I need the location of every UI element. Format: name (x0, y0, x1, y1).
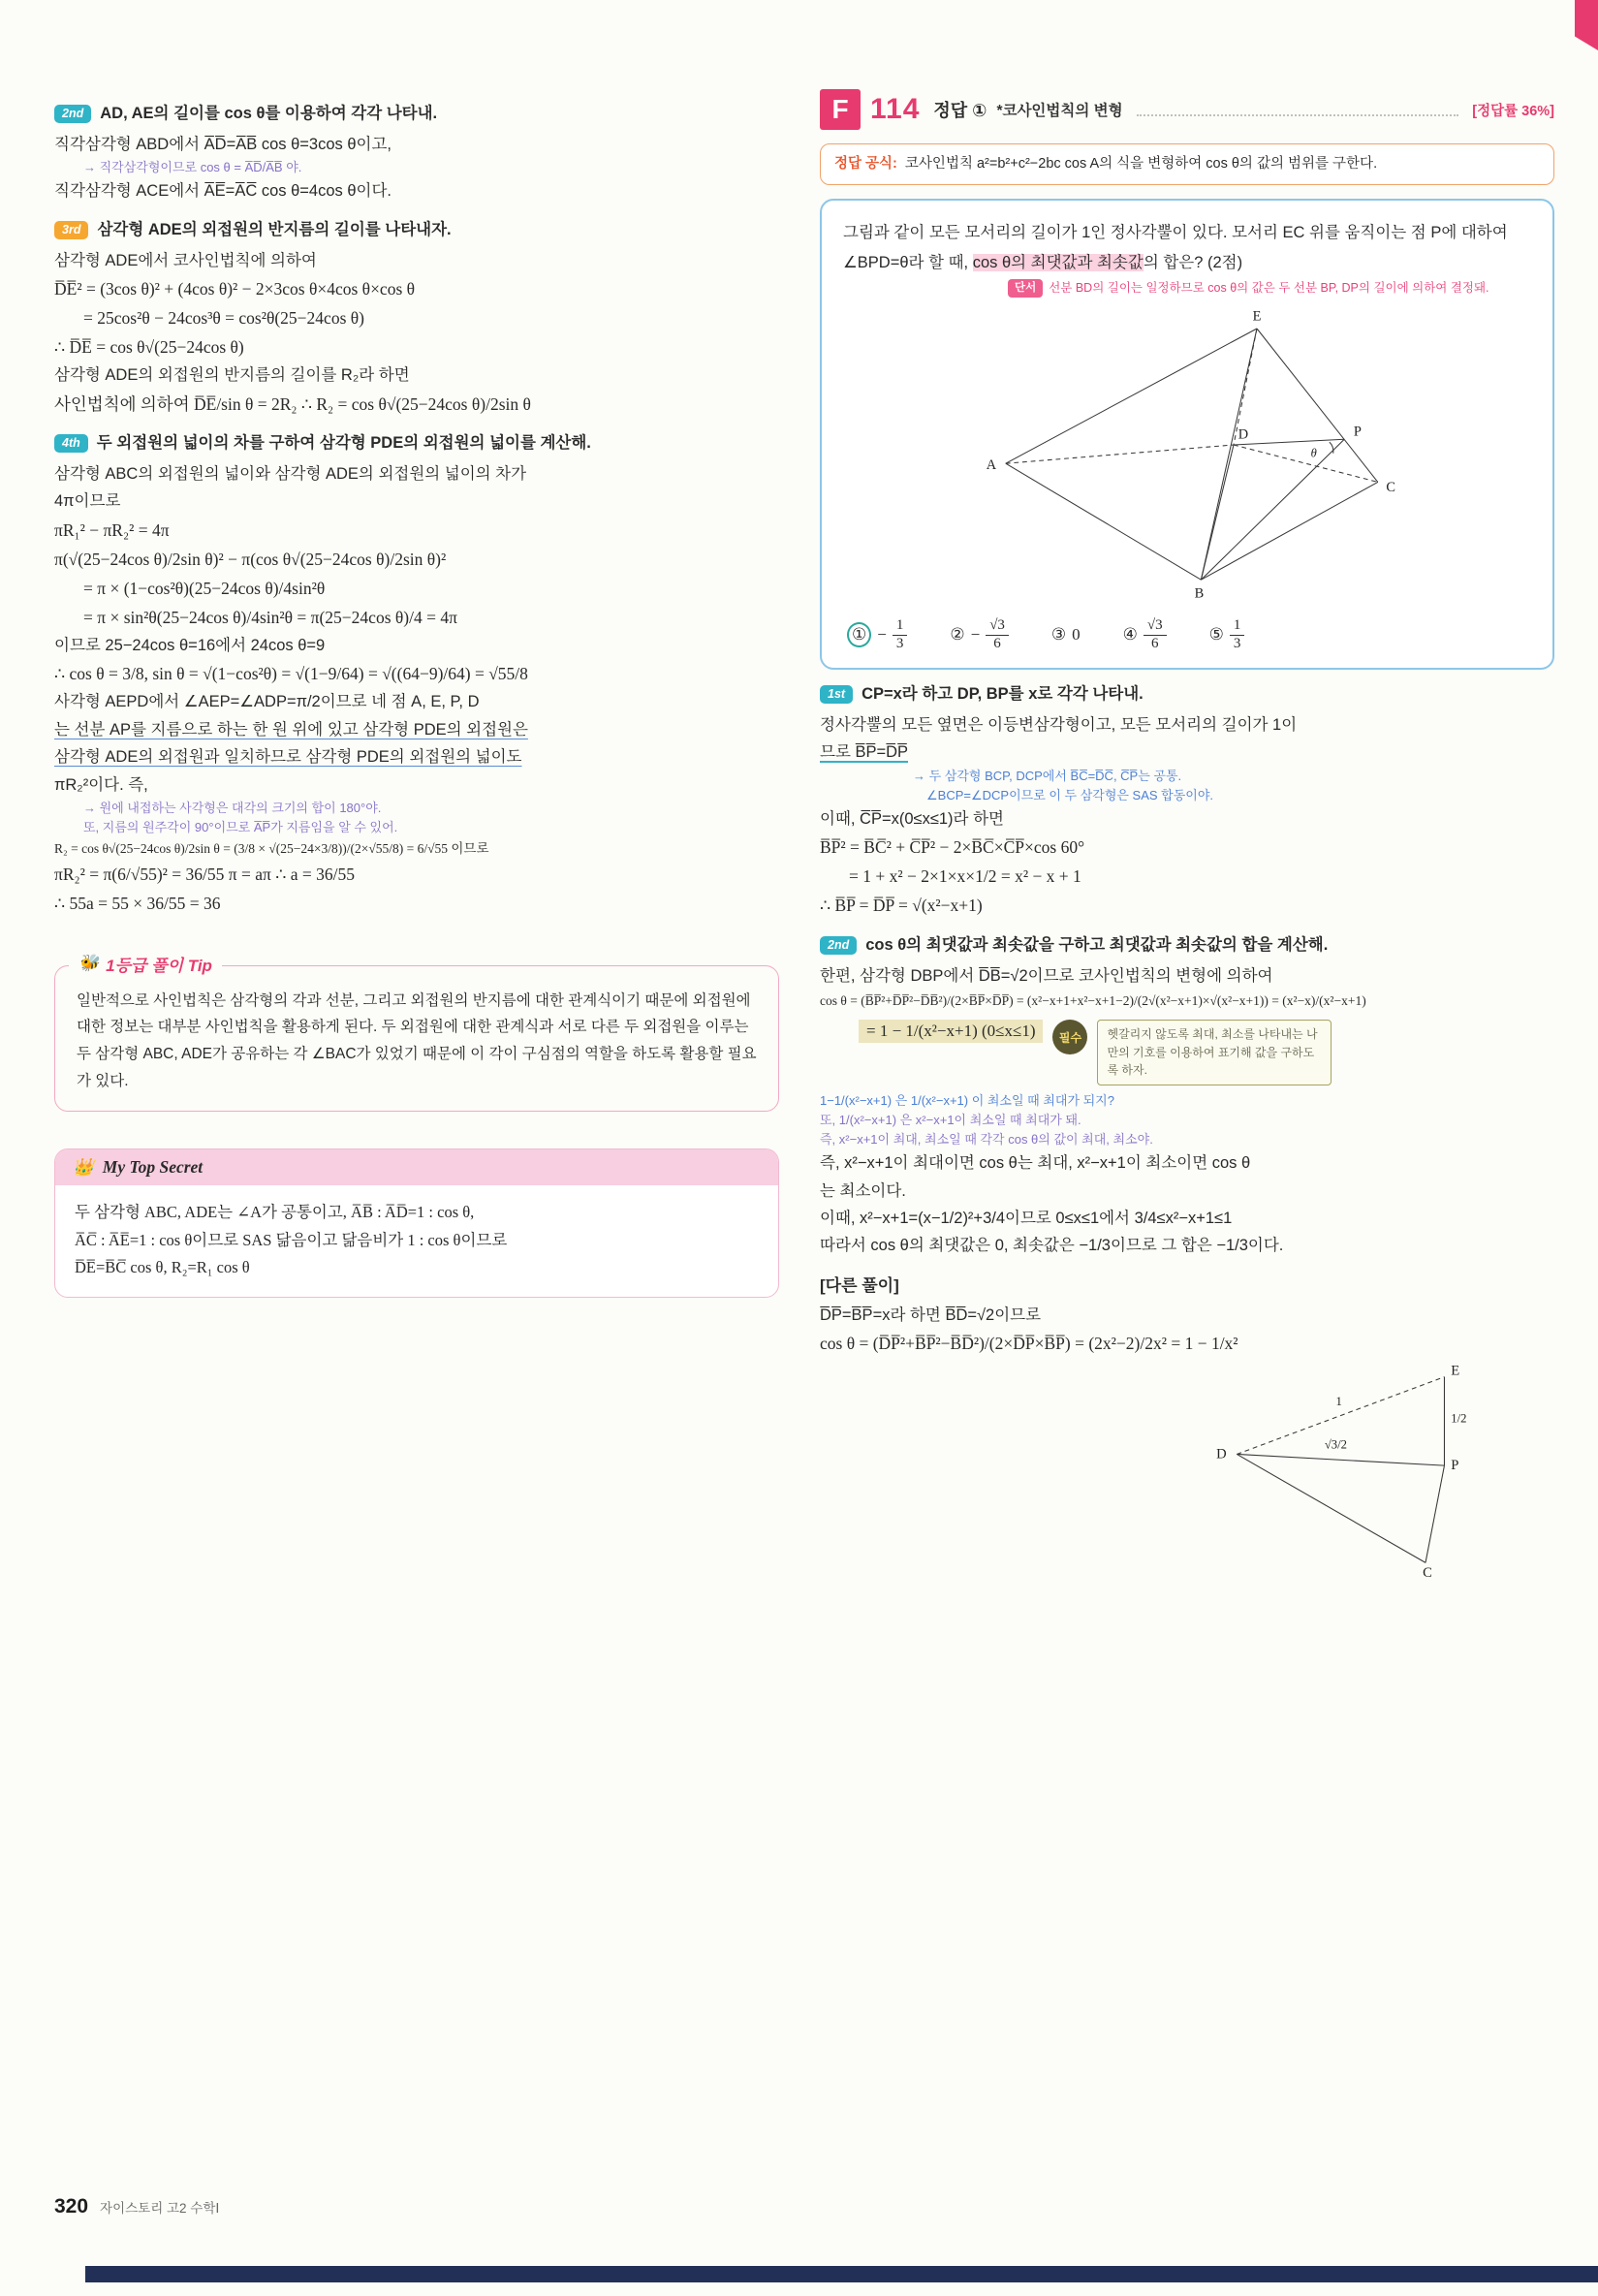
text-line: 이므로 25−24cos θ=16에서 24cos θ=9 (54, 636, 326, 654)
step-head (54, 432, 779, 456)
hint-badge: 단서 (1008, 279, 1043, 298)
step-title: AD, AE의 길이를 cos θ를 이용하여 각각 나타내. (100, 105, 438, 122)
text-line: ∠BCP=∠DCP이므로 이 두 삼각형은 SAS 합동이야. (926, 787, 1214, 802)
text-line: 또, 지름의 원주각이 90°이므로 A̅P̅가 지름임을 알 수 있어. (83, 820, 398, 835)
book-title: 자이스토리 고2 수학Ⅰ (100, 2201, 220, 2216)
step-lines (820, 962, 1554, 1013)
angle-theta-label: θ (1310, 446, 1317, 460)
formula-box-text: 코사인법칙 a²=b²+c²−2bc cos A의 식을 변형하여 cos θ의 값의 범위를 구한다. (904, 156, 1378, 172)
text-line: 즉, x²−x+1이 최대이면 cos θ는 최대, x²−x+1이 최소이면 cos θ (820, 1154, 1251, 1173)
step-lines (54, 131, 779, 205)
fraction-denominator: 3 (1233, 635, 1241, 651)
solution-step-1st (820, 683, 1554, 921)
fraction-numerator: 1 (1230, 617, 1245, 635)
text-line: 는 최소이다. (820, 1181, 906, 1200)
highlighted-formula-row (820, 1020, 1554, 1085)
text-line: ∴ 55a = 55 × 36/55 = 36 (54, 894, 221, 914)
text-line: 삼각형 ABC의 외접원의 넓이와 삼각형 ADE의 외접원의 넓이의 차가 (54, 464, 527, 483)
vertex-label-b: B (1194, 585, 1205, 602)
text-line: → 직각삼각형이므로 cos θ = A̅D̅/A̅B̅ 야. (83, 160, 302, 175)
step-lines (54, 460, 779, 919)
secret-box-header (55, 1149, 778, 1185)
topic-label: *코사인법칙의 변형 (996, 103, 1123, 119)
step-head (820, 934, 1554, 958)
text-line: A̅C̅ : A̅E̅=1 : cos θ이므로 SAS 닮음이고 닮음비가 1 : cos θ이므로 (75, 1230, 508, 1249)
problem-header (820, 89, 1554, 130)
tip-box-title (69, 952, 222, 976)
text-line: = π × (1−cos²θ)(25−24cos θ)/4sin²θ (83, 578, 326, 598)
page-footer (54, 2195, 219, 2218)
vertex-label-p: P (1451, 1458, 1459, 1474)
text-line: 즉, x²−x+1이 최대, 최소일 때 각각 cos θ의 값이 최대, 최소야. (820, 1132, 1153, 1148)
text-line: 삼각형 ADE의 외접원의 반지름의 길이를 R₂라 하면 (54, 366, 410, 385)
step-title: CP=x라 하고 DP, BP를 x로 각각 나타내. (862, 684, 1144, 703)
statement-part: 의 합은? (2점) (1143, 253, 1243, 271)
fraction-numerator: 1 (893, 617, 908, 635)
choice-2-fraction (986, 617, 1009, 652)
solution-step-2nd (54, 103, 779, 205)
step-title: 두 외접원의 넓이의 차를 구하여 삼각형 PDE의 외접원의 넓이를 계산해. (96, 433, 591, 452)
text-line: B̅P̅² = B̅C̅² + C̅P̅² − 2×B̅C̅×C̅P̅×cos 60° (820, 837, 1085, 858)
must-know-badge: 필수 (1052, 1020, 1087, 1054)
problem-letter-badge: F (820, 89, 861, 130)
vertex-label-a: A (986, 457, 997, 474)
text-line: 직각삼각형 ABD에서 A̅D̅=A̅B̅ cos θ=3cos θ이고, (54, 135, 392, 153)
vertex-label-e: E (1252, 308, 1262, 325)
step-head (820, 683, 1554, 707)
choice-2-sign: − (970, 625, 981, 645)
page-number: 320 (54, 2195, 89, 2217)
text-line: 이때, C̅P̅=x(0≤x≤1)라 하면 (820, 809, 1004, 828)
text-line: π(√(25−24cos θ)/2sin θ)² − π(cos θ√(25−24cos θ)/2sin θ)² (54, 549, 447, 569)
text-line: πR₂²이다. 즉, (54, 775, 148, 794)
correct-rate: [정답률 36%] (1472, 103, 1554, 119)
bottom-bar (85, 2266, 1598, 2282)
choice-3-value: 0 (1072, 625, 1081, 645)
edge-length-half: 1/2 (1451, 1411, 1467, 1426)
text-line: 삼각형 ADE의 외접원과 일치하므로 삼각형 PDE의 외접원의 넓이도 (54, 748, 522, 767)
choice-2-number: ② (950, 625, 965, 645)
text-line: cos θ = (B̅P̅²+D̅P̅²−D̅B̅²)/(2×B̅P̅×D̅P̅) = (x²−x+1+x²−x+1−2)/(2√(x²−x+1)×√(x²−x+1)) = (x²−x)/(x²−x+1) (820, 992, 1366, 1008)
answer-label: 정답 ① (933, 101, 987, 120)
problem-number: 114 (870, 93, 921, 125)
choice-4-number: ④ (1122, 625, 1138, 645)
step-lines (820, 711, 1554, 921)
my-top-secret-box (54, 1148, 779, 1298)
step-lines (54, 247, 779, 419)
text-line: = π × sin²θ(25−24cos θ)/4sin²θ = π(25−24cos θ)/4 = 4π (83, 607, 457, 627)
fraction-denominator: 3 (895, 635, 904, 651)
text-line: R₂ = cos θ√(25−24cos θ)/2sin θ = (3/8 × √(25−24×3/8))/(2×√55/8) = 6/√55 이므로 (54, 841, 489, 857)
alternative-solution-header: [다른 풀이] (820, 1275, 899, 1295)
step-badge-2nd: 2nd (820, 936, 857, 955)
tip-box (54, 954, 779, 1113)
alt-lines (820, 1302, 1554, 1358)
choice-4 (1123, 617, 1167, 652)
vertex-label-e: E (1451, 1363, 1460, 1379)
text-line: 한편, 삼각형 DBP에서 D̅B̅=√2이므로 코사인법칙의 변형에 의하여 (820, 966, 1273, 985)
text-line: 사각형 AEPD에서 ∠AEP=∠ADP=π/2이므로 네 점 A, E, P, D (54, 693, 480, 711)
alternative-solution (820, 1272, 1554, 1582)
fraction-numerator: √3 (986, 617, 1009, 635)
step-head (54, 103, 779, 126)
text-line: ∴ cos θ = 3/8, sin θ = √(1−cos²θ) = √(1−9/64) = √((64−9)/64) = √55/8 (54, 664, 528, 684)
secret-box-body (55, 1185, 778, 1297)
highlighted-formula: = 1 − 1/(x²−x+1) (0≤x≤1) (859, 1020, 1043, 1043)
answer-choices (843, 617, 1531, 652)
vertex-label-d: D (1216, 1446, 1227, 1463)
step-badge-1st: 1st (820, 685, 853, 704)
step-lines (820, 1091, 1554, 1260)
step-badge-3rd: 3rd (54, 221, 88, 239)
text-line: 이때, x²−x+1=(x−1/2)²+3/4이므로 0≤x≤1에서 3/4≤x²−x+1≤1 (820, 1210, 1233, 1228)
hint-text: 선분 BD의 길이는 일정하므로 cos θ의 값은 두 선분 BP, DP의 길이에 의하여 결정돼. (1049, 281, 1489, 296)
dotted-leader (1137, 104, 1459, 116)
problem-box (820, 199, 1554, 670)
text-line: cos θ = (D̅P̅²+B̅P̅²−B̅D̅²)/(2×D̅P̅×B̅P̅) = (2x²−2)/2x² = 1 − 1/x² (820, 1334, 1238, 1354)
text-line: 4π이므로 (54, 492, 121, 511)
fraction-denominator: 6 (993, 635, 1001, 651)
text-line: D̅E̅=B̅C̅ cos θ, R₂=R₁ cos θ (75, 1257, 250, 1276)
step-badge-2nd: 2nd (54, 105, 91, 123)
text-line: 따라서 cos θ의 최댓값은 0, 최솟값은 −1/3이므로 그 합은 −1/3이다. (820, 1237, 1284, 1255)
text-line: → 두 삼각형 BCP, DCP에서 B̅C̅=D̅C̅, C̅P̅는 공통. (913, 768, 1182, 783)
tip-title-text: 1등급 풀이 Tip (106, 956, 212, 975)
text-line: → 원에 내접하는 사각형은 대각의 크기의 합이 180°야. (83, 800, 382, 815)
text-line: ∴ B̅P̅ = D̅P̅ = √(x²−x+1) (820, 896, 983, 916)
text-line: πR₁² − πR₂² = 4π (54, 519, 170, 540)
side-note: 헷갈리지 않도록 최대, 최소를 나타내는 나만의 기호를 이용하여 표기해 값을 구하도록 하자. (1097, 1020, 1332, 1085)
choice-1 (847, 617, 907, 652)
statement-part: 그림과 같이 모든 모서리의 길이가 1인 정사각뿔이 있다. 모서리 EC 위를 움직이는 점 P에 대하여 ∠BPD=θ라 할 때, (843, 224, 1508, 271)
vertex-label-p: P (1353, 424, 1362, 440)
choice-1-fraction (893, 617, 908, 652)
left-column (54, 89, 779, 1582)
solution-step-4th (54, 432, 779, 919)
choice-1-number: ① (847, 622, 871, 647)
triangle-figure (1213, 1360, 1496, 1582)
problem-statement (843, 218, 1531, 277)
figure-labels (1216, 1364, 1466, 1581)
figure-vertex-labels (987, 309, 1395, 602)
choice-5-fraction (1230, 617, 1245, 652)
text-line: πR₂² = π(6/√55)² = 36/55 π = aπ ∴ a = 36/55 (54, 865, 355, 885)
text-line: 므로 B̅P̅=D̅P̅ (820, 743, 909, 762)
choice-4-fraction (1144, 617, 1167, 652)
bee-icon: 🐝 (78, 954, 100, 973)
text-line: = 1 + x² − 2×1×x×1/2 = x² − x + 1 (849, 866, 1081, 887)
text-line: 사인법칙에 의하여 D̅E̅/sin θ = 2R₂ ∴ R₂ = cos θ√(25−24cos θ)/2sin θ (54, 393, 531, 414)
text-line: 또, 1/(x²−x+1) 은 x²−x+1이 최소일 때 최대가 돼. (820, 1113, 1081, 1128)
text-line: 삼각형 ADE에서 코사인법칙에 의하여 (54, 251, 317, 269)
step-title: 삼각형 ADE의 외접원의 반지름의 길이를 나타내자. (97, 220, 452, 238)
vertex-label-d: D (1238, 426, 1249, 443)
fraction-numerator: √3 (1144, 617, 1167, 635)
fraction-denominator: 6 (1151, 635, 1159, 651)
text-line: 1−1/(x²−x+1) 은 1/(x²−x+1) 이 최소일 때 최대가 되지? (820, 1092, 1114, 1108)
edge-length-sqrt3-over-2: √3/2 (1324, 1437, 1347, 1452)
vertex-label-c: C (1423, 1565, 1432, 1582)
edge-length-1: 1 (1335, 1395, 1342, 1409)
text-line: D̅E̅² = (3cos θ)² + (4cos θ)² − 2×3cos θ×4cos θ×cos θ (54, 279, 416, 299)
answer-formula-box (820, 143, 1554, 185)
choice-1-sign: − (877, 625, 887, 645)
choice-5 (1209, 617, 1245, 652)
right-column (820, 89, 1554, 1582)
choice-5-number: ⑤ (1208, 625, 1224, 645)
choice-3-number: ③ (1050, 625, 1067, 645)
text-line: 직각삼각형 ACE에서 A̅E̅=A̅C̅ cos θ=4cos θ이다. (54, 182, 392, 201)
text-line: 정사각뿔의 모든 옆면은 이등변삼각형이고, 모든 모서리의 길이가 1이 (820, 715, 1298, 734)
pyramid-figure (968, 305, 1406, 608)
text-line: ∴ D̅E̅ = cos θ√(25−24cos θ) (54, 337, 244, 358)
vertex-label-c: C (1386, 480, 1396, 496)
figure-edges (1006, 329, 1378, 580)
solution-step-2nd-right (820, 934, 1554, 1260)
step-badge-4th: 4th (54, 434, 88, 453)
choice-3 (1051, 625, 1081, 645)
crown-icon: 👑 (73, 1157, 94, 1178)
text-line: = 25cos²θ − 24cos³θ = cos²θ(25−24cos θ) (83, 308, 364, 329)
statement-highlight: cos θ의 최댓값과 최솟값 (972, 253, 1144, 271)
secret-title-text: My Top Secret (102, 1157, 204, 1178)
step-title: cos θ의 최댓값과 최솟값을 구하고 최댓값과 최솟값의 합을 계산해. (865, 935, 1329, 954)
solution-step-3rd (54, 219, 779, 419)
text-line: D̅P̅=B̅P̅=x라 하면 B̅D̅=√2이므로 (820, 1305, 1042, 1324)
text-line: 두 삼각형 ABC, ADE는 ∠A가 공통이고, A̅B̅ : A̅D̅=1 : cos θ, (75, 1203, 475, 1222)
tip-body: 일반적으로 사인법칙은 삼각형의 각과 선분, 그리고 외접원의 반지름에 대한 관계식이기 때문에 외접원에 대한 정보는 대부분 사인법칙을 활용하게 된다. 두 외접원에 대한 관계식과 서로 다른 두 외접원을 이루는 두 삼각형 ABC, ADE가 공유하는 각 ∠BAC가 있었기 때문에 이 각이 구심점의 역할을 하도록 활용할 필요가 있다. (77, 991, 757, 1090)
hint-annotation (843, 279, 1531, 298)
step-head (54, 219, 779, 242)
formula-box-label: 정답 공식: (834, 156, 897, 172)
text-line: 는 선분 AP를 지름으로 하는 한 원 위에 있고 삼각형 PDE의 외접원은 (54, 720, 528, 739)
choice-2 (950, 617, 1009, 652)
